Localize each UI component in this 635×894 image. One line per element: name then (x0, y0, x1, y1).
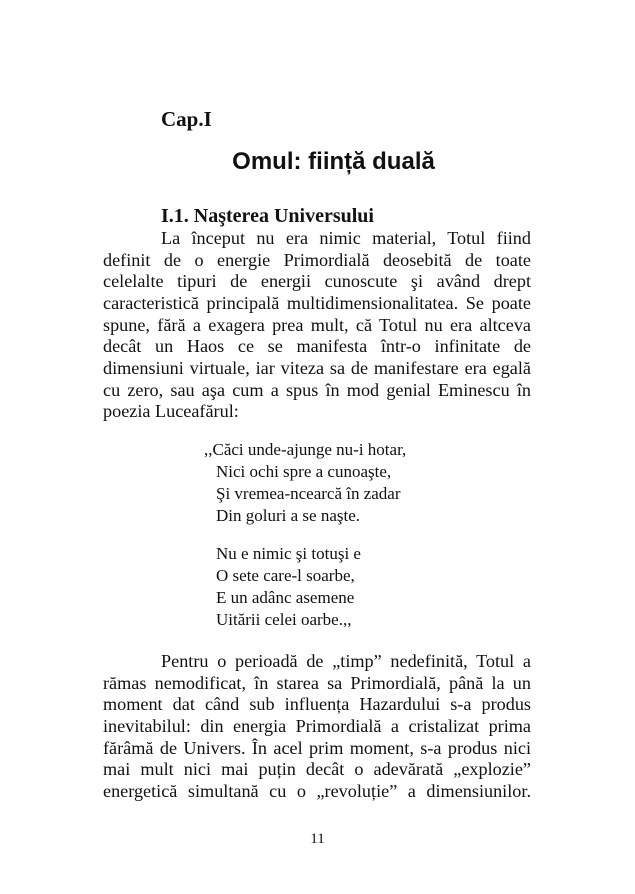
poem-line: Şi vremea-ncearcă în zadar (216, 484, 401, 503)
chapter-title: Omul: ființă duală (232, 148, 435, 175)
text-line: La început nu era nimic material, Totul fiind (161, 228, 531, 248)
text-line: celelalte tipuri de energii cunoscute şi având drept (103, 271, 531, 291)
page-number: 11 (310, 831, 325, 847)
text-line: cu zero, sau aşa cum a spus în mod genial Eminescu în (103, 380, 531, 400)
text-line: mai mult nici mai puțin decât o adevărată „explozie” (103, 759, 531, 779)
text-line: poezia Luceafărul: (103, 401, 239, 421)
poem-line: Din goluri a se naşte. (216, 506, 360, 525)
text-line: moment dat când sub influența Hazardului s-a produs (103, 694, 531, 714)
poem-line: O sete care-l soarbe, (216, 566, 355, 585)
text-line: rămas nemodificat, în starea sa Primordială, până la un (103, 673, 531, 693)
poem-line: ,,Căci unde-ajunge nu-i hotar, (204, 440, 407, 459)
poem-line: Nici ochi spre a cunoaşte, (216, 462, 392, 481)
text-line: caracteristică principală multidimensionalitatea. Se poate (103, 293, 531, 313)
poem-line: E un adânc asemene (216, 588, 355, 607)
text-line: energetică simultană cu o „revoluție” a dimensiunilor. (103, 781, 531, 801)
poem-line: Nu e nimic şi totuşi e (216, 544, 361, 563)
chapter-label: Cap.I (161, 107, 212, 131)
text-line: fărâmă de Univers. În acel prim moment, s-a produs nici (103, 738, 531, 758)
text-line: inevitabilul: din energia Primordială a cristalizat prima (103, 716, 531, 736)
text-line: Pentru o perioadă de „timp” nedefinită, Totul a (161, 651, 531, 671)
text-line: definit de o energie Primordială deosebită de toate (103, 250, 531, 270)
text-line: spune, fără a exagera prea mult, că Totul nu era altceva (103, 315, 531, 335)
text-line: decât un Haos ce se manifesta într-o infinitate de (103, 336, 531, 356)
text-line: dimensiuni virtuale, iar viteza sa de manifestare era egală (103, 358, 531, 378)
section-heading: I.1. Naşterea Universului (161, 205, 374, 227)
poem-line: Uitării celei oarbe.,, (216, 610, 352, 629)
